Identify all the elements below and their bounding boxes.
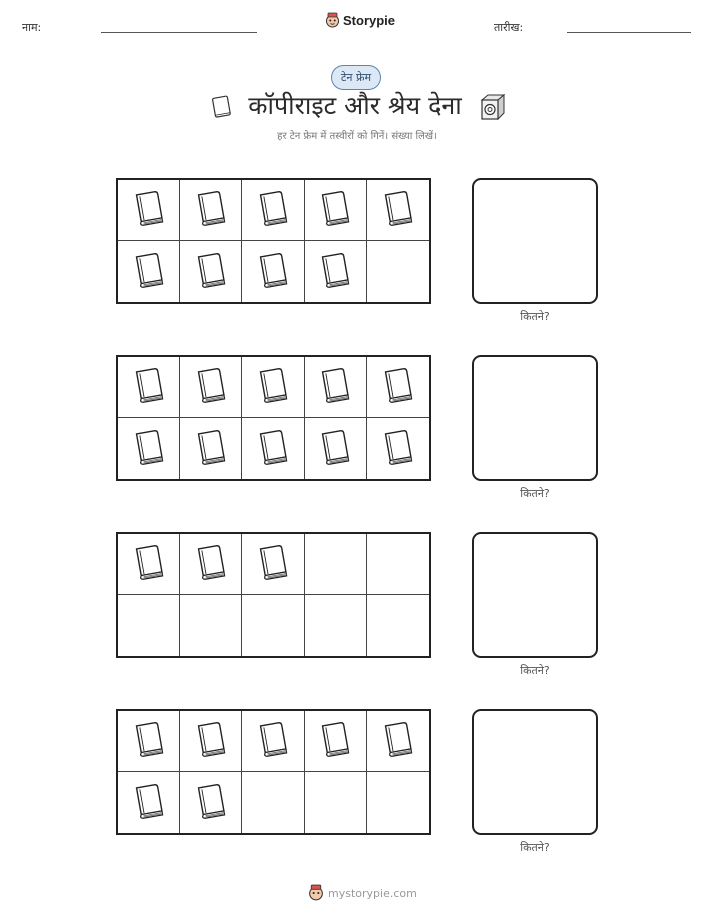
ten-frame-cell	[180, 711, 242, 772]
ten-frame	[116, 709, 431, 835]
ten-frame-cell	[242, 711, 304, 772]
book-icon	[209, 94, 235, 120]
answer-box[interactable]	[472, 532, 598, 658]
ten-frame-cell	[180, 357, 242, 418]
ten-frame-cell	[242, 772, 304, 833]
date-label: तारीख:	[494, 21, 524, 34]
ten-frame-cell	[367, 180, 429, 241]
ten-frame-cell	[118, 711, 180, 772]
book-icon	[191, 364, 231, 410]
ten-frame-cell	[305, 772, 367, 833]
ten-frame-cell	[118, 772, 180, 833]
book-icon	[129, 249, 169, 295]
ten-frame-cell	[180, 241, 242, 302]
book-icon	[191, 718, 231, 764]
book-icon	[378, 426, 418, 472]
ten-frame-cell	[305, 180, 367, 241]
ten-frame-cell	[118, 534, 180, 595]
answer-label: कितने?	[520, 841, 550, 854]
ten-frame-badge: टेन फ्रेम	[331, 65, 381, 90]
ten-frame-cell	[180, 418, 242, 479]
ten-frame	[116, 532, 431, 658]
book-icon	[315, 426, 355, 472]
book-icon	[191, 426, 231, 472]
book-icon	[253, 364, 293, 410]
book-icon	[191, 541, 231, 587]
ten-frame-cell	[367, 595, 429, 656]
ten-frame-cell	[118, 595, 180, 656]
ten-frame-cell	[367, 534, 429, 595]
safe-icon	[478, 92, 508, 122]
ten-frame-cell	[242, 357, 304, 418]
ten-frame-cell	[367, 241, 429, 302]
ten-frame-cell	[180, 180, 242, 241]
book-icon	[315, 187, 355, 233]
brand-name: Storypie	[343, 13, 396, 28]
answer-box[interactable]	[472, 709, 598, 835]
book-icon	[315, 718, 355, 764]
answer-label: कितने?	[520, 310, 550, 323]
page-title: कॉपीराइट और श्रेय देना	[248, 91, 462, 120]
book-icon	[378, 718, 418, 764]
date-line[interactable]	[567, 32, 691, 33]
footer	[308, 884, 417, 902]
ten-frame-cell	[180, 534, 242, 595]
book-icon	[378, 364, 418, 410]
book-icon	[129, 426, 169, 472]
answer-label: कितने?	[520, 487, 550, 500]
ten-frame-cell	[118, 418, 180, 479]
brand-logo	[325, 12, 395, 29]
ten-frame-cell	[367, 418, 429, 479]
book-icon	[191, 780, 231, 826]
ten-frame-cell	[305, 534, 367, 595]
book-icon	[315, 364, 355, 410]
book-icon	[253, 426, 293, 472]
book-icon	[191, 187, 231, 233]
answer-box[interactable]	[472, 355, 598, 481]
book-icon	[129, 187, 169, 233]
ten-frame-cell	[242, 595, 304, 656]
name-label: नाम:	[22, 21, 42, 34]
ten-frame-cell	[305, 357, 367, 418]
ten-frame-cell	[242, 180, 304, 241]
ten-frame	[116, 178, 431, 304]
book-icon	[129, 780, 169, 826]
ten-frame-cell	[305, 711, 367, 772]
ten-frame-cell	[180, 595, 242, 656]
ten-frame-cell	[118, 241, 180, 302]
storypie-mascot-icon	[308, 884, 324, 902]
instructions: हर टेन फ्रेम में तस्वीरों को गिनें। संख्या लिखें।	[277, 131, 437, 142]
book-icon	[253, 541, 293, 587]
ten-frame-cell	[305, 595, 367, 656]
book-icon	[129, 718, 169, 764]
ten-frame-cell	[242, 418, 304, 479]
ten-frame-cell	[180, 772, 242, 833]
footer-url: mystorypie.com	[328, 886, 417, 900]
book-icon	[253, 187, 293, 233]
ten-frame-cell	[118, 180, 180, 241]
ten-frame-cell	[242, 534, 304, 595]
book-icon	[378, 187, 418, 233]
book-icon	[315, 249, 355, 295]
book-icon	[191, 249, 231, 295]
ten-frame-cell	[305, 418, 367, 479]
book-icon	[253, 718, 293, 764]
ten-frame-cell	[367, 711, 429, 772]
ten-frame-cell	[305, 241, 367, 302]
storypie-mascot-icon	[325, 12, 340, 29]
name-line[interactable]	[101, 32, 257, 33]
ten-frame-cell	[118, 357, 180, 418]
ten-frame	[116, 355, 431, 481]
answer-box[interactable]	[472, 178, 598, 304]
book-icon	[129, 364, 169, 410]
ten-frame-cell	[367, 357, 429, 418]
book-icon	[253, 249, 293, 295]
ten-frame-cell	[242, 241, 304, 302]
answer-label: कितने?	[520, 664, 550, 677]
ten-frame-cell	[367, 772, 429, 833]
book-icon	[129, 541, 169, 587]
